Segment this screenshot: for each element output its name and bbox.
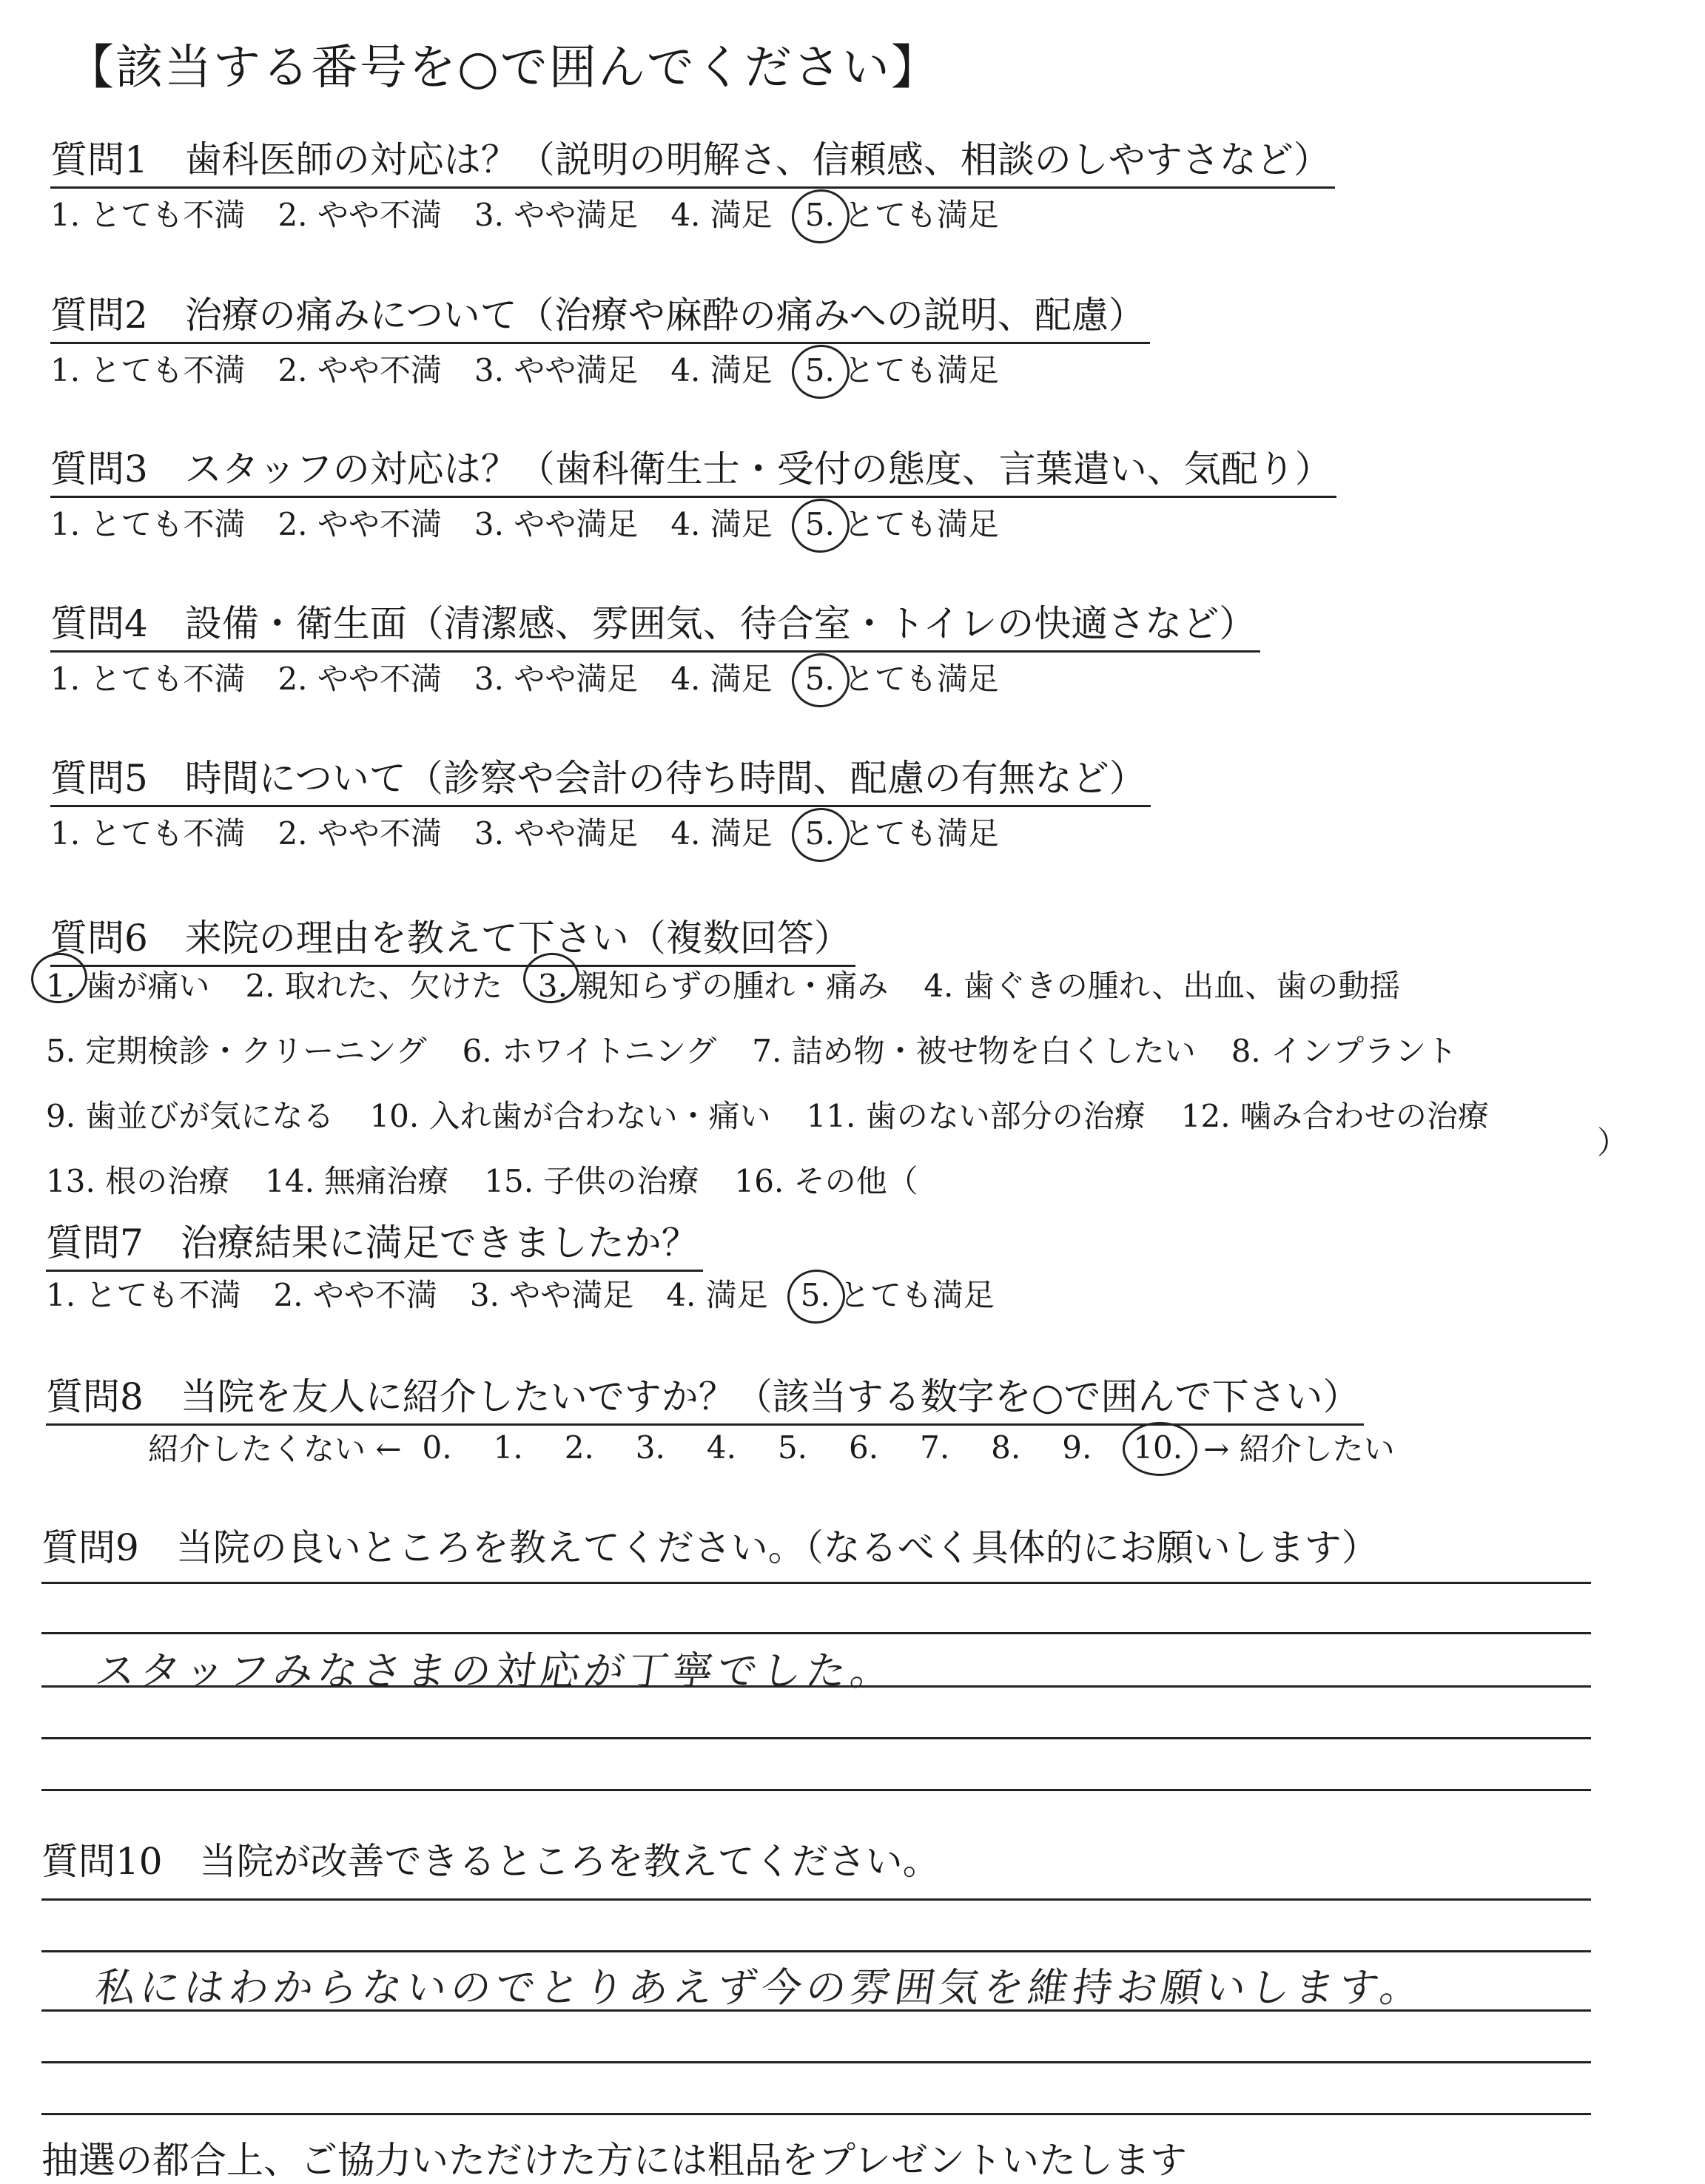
scale-option[interactable]: 4. 満足 <box>670 506 773 542</box>
recommend-option[interactable]: 4. <box>706 1429 736 1466</box>
reason-row <box>46 1027 1524 1071</box>
reason-option[interactable]: 14. 無痛治療 <box>265 1163 449 1199</box>
page-title: 【該当する番号を○で囲んでください】 <box>67 41 940 95</box>
reason-option[interactable]: 12. 噛み合わせの治療 <box>1180 1098 1489 1134</box>
scale-option[interactable]: 3. やや満足 <box>474 197 639 233</box>
answer-line <box>41 1737 1591 1739</box>
reason-option[interactable]: 9. 歯並びが気になる <box>46 1098 334 1134</box>
scale-option[interactable]: 2. やや不満 <box>273 1277 437 1313</box>
scale-option[interactable]: 1. とても不満 <box>50 506 246 542</box>
scale-option[interactable]: 3. やや満足 <box>474 352 639 388</box>
scale-option[interactable]: 4. 満足 <box>670 661 773 697</box>
reason-option[interactable]: 10. 入れ歯が合わない・痛い <box>369 1098 771 1134</box>
question-1-options <box>50 191 1032 235</box>
question-4-options <box>50 655 1032 699</box>
reason-option[interactable]: 13. 根の治療 <box>46 1163 230 1199</box>
answer-line <box>41 2009 1591 2012</box>
question-2-options <box>50 346 1032 391</box>
scale-option[interactable]: 1. とても不満 <box>50 661 246 697</box>
scale-option[interactable]: 5. とても満足 <box>804 661 999 697</box>
scale-option[interactable]: 3. やや満足 <box>474 815 639 852</box>
scale-option[interactable]: 4. 満足 <box>670 197 773 233</box>
reason-option[interactable]: 8. インプラント <box>1231 1033 1458 1069</box>
scale-option[interactable]: 2. やや不満 <box>278 506 442 542</box>
selected-number: 5. <box>804 661 835 697</box>
question-7-options <box>46 1271 1027 1315</box>
question-3-options <box>50 500 1032 545</box>
scale-option[interactable]: 3. やや満足 <box>474 506 639 542</box>
recommend-option[interactable]: 5. <box>777 1429 808 1466</box>
recommend-option[interactable]: 6. <box>849 1429 879 1466</box>
question-6-label: 質問6 来院の理由を教えて下さい（複数回答） <box>50 909 855 967</box>
answer-line <box>41 1898 1591 1901</box>
selected-number: 5. <box>804 815 835 852</box>
scale-option[interactable]: 4. 満足 <box>670 815 773 852</box>
reason-options <box>46 962 1524 1222</box>
question-1-label: 質問1 歯科医師の対応は？（説明の明解さ、信頼感、相談のしやすさなど） <box>50 130 1335 189</box>
scale-option[interactable]: 5. とても満足 <box>804 352 999 388</box>
recommend-option[interactable]: 10. <box>1133 1429 1183 1466</box>
recommend-option[interactable]: 7. <box>920 1429 950 1466</box>
footer-note: 抽選の都合上、ご協力いただけた方には粗品をプレゼントいたします <box>41 2139 1187 2182</box>
question-8-label: 質問8 当院を友人に紹介したいですか？（該当する数字を○で囲んで下さい） <box>46 1367 1364 1426</box>
selected-number: 5. <box>804 352 835 388</box>
scale-option[interactable]: 5. とても満足 <box>800 1277 995 1313</box>
reason-option[interactable]: 15. 子供の治療 <box>484 1163 699 1199</box>
selected-number: 5. <box>804 506 835 542</box>
reason-option[interactable]: 11. 歯のない部分の治療 <box>806 1098 1146 1134</box>
reason-option[interactable]: 5. 定期検診・クリーニング <box>46 1033 427 1069</box>
scale-option[interactable]: 3. やや満足 <box>474 661 639 697</box>
scale-option[interactable]: 5. とても満足 <box>804 197 999 233</box>
recommend-option[interactable]: 8. <box>991 1429 1021 1466</box>
answer-line <box>41 1582 1591 1584</box>
handwritten-answer-9: スタッフみなさまの対応が丁寧でした。 <box>93 1648 898 1694</box>
scale-option[interactable]: 1. とても不満 <box>50 197 246 233</box>
scale-option[interactable]: 1. とても不満 <box>50 352 246 388</box>
answer-line <box>41 2113 1591 2115</box>
reason-option[interactable]: 16. その他（ <box>734 1163 918 1199</box>
recommend-option[interactable]: 0. <box>422 1429 452 1466</box>
recommend-scale <box>148 1425 1395 1469</box>
selected-number: 5. <box>800 1277 830 1313</box>
question-10-label: 質問10 当院が改善できるところを教えてください。 <box>41 1840 940 1883</box>
question-7-label: 質問7 治療結果に満足できましたか？ <box>46 1213 703 1272</box>
reason-option[interactable]: 1. 歯が痛い <box>46 962 209 1006</box>
reason-option[interactable]: 2. 取れた、欠けた <box>245 968 502 1004</box>
recommend-option[interactable]: 9. <box>1062 1429 1092 1466</box>
answer-line <box>41 1685 1591 1688</box>
recommend-left-label: 紹介したくない ← <box>148 1431 402 1467</box>
question-3-label: 質問3 スタッフの対応は？（歯科衛生士・受付の態度、言葉遣い、気配り） <box>50 439 1336 498</box>
answer-line <box>41 1789 1591 1791</box>
other-close-paren: ） <box>1597 1125 1629 1161</box>
scale-option[interactable]: 4. 満足 <box>670 352 773 388</box>
reason-option[interactable]: 4. 歯ぐきの腫れ、出血、歯の動揺 <box>924 968 1401 1004</box>
scale-option[interactable]: 5. とても満足 <box>804 815 999 852</box>
scale-option[interactable]: 1. とても不満 <box>50 815 246 852</box>
scale-option[interactable]: 1. とても不満 <box>46 1277 241 1313</box>
question-4-label: 質問4 設備・衛生面（清潔感、雰囲気、待合室・トイレの快適さなど） <box>50 594 1260 653</box>
reason-option[interactable]: 7. 詰め物・被せ物を白くしたい <box>752 1033 1196 1069</box>
recommend-option[interactable]: 1. <box>493 1429 523 1466</box>
scale-option[interactable]: 2. やや不満 <box>278 815 442 852</box>
recommend-option[interactable]: 3. <box>635 1429 665 1466</box>
recommend-option[interactable]: 2. <box>564 1429 594 1466</box>
scale-option[interactable]: 2. やや不満 <box>278 197 442 233</box>
question-5-options <box>50 809 1032 854</box>
question-5-label: 質問5 時間について（診察や会計の待ち時間、配慮の有無など） <box>50 749 1151 807</box>
question-9-label: 質問9 当院の良いところを教えてください。（なるべく具体的にお願いします） <box>41 1526 1379 1569</box>
question-2-label: 質問2 治療の痛みについて（治療や麻酔の痛みへの説明、配慮） <box>50 286 1150 344</box>
reason-option[interactable]: 6. ホワイトニング <box>462 1033 717 1069</box>
reason-row <box>46 1157 1524 1201</box>
scale-option[interactable]: 4. 満足 <box>666 1277 768 1313</box>
reason-row <box>46 962 1524 1006</box>
recommend-right-label: → 紹介したい <box>1203 1431 1395 1467</box>
scale-option[interactable]: 5. とても満足 <box>804 506 999 542</box>
handwritten-answer-10: 私にはわからないのでとりあえず今の雰囲気を維持お願いします。 <box>93 1964 1428 2011</box>
reason-row <box>46 1092 1524 1136</box>
scale-option[interactable]: 2. やや不満 <box>278 352 442 388</box>
reason-option[interactable]: 3. 親知らずの腫れ・痛み <box>538 962 888 1006</box>
scale-option[interactable]: 2. やや不満 <box>278 661 442 697</box>
scale-option[interactable]: 3. やや満足 <box>469 1277 634 1313</box>
answer-line <box>41 1632 1591 1634</box>
selected-number: 5. <box>804 197 835 233</box>
answer-line <box>41 2061 1591 2063</box>
answer-line <box>41 1950 1591 1952</box>
